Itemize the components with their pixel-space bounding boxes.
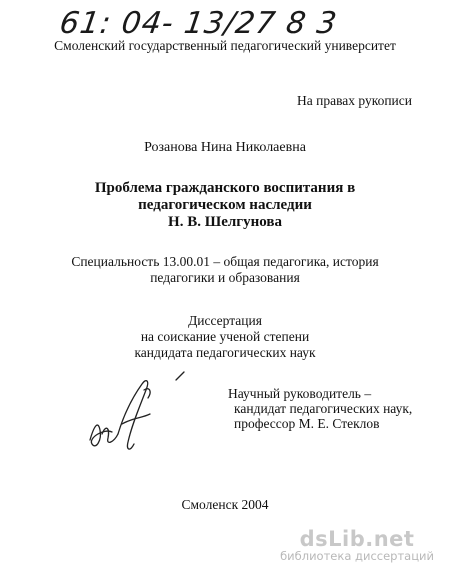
author-name: Розанова Нина Николаевна: [144, 140, 306, 155]
specialty-block: [0, 254, 450, 286]
handwritten-signature: [80, 368, 200, 463]
manuscript-rights-note: На правах рукописи: [296, 93, 412, 108]
degree-line-1: Диссертация: [188, 313, 262, 328]
dissertation-title: [0, 180, 450, 231]
specialty-line-1: Специальность 13.00.01 – общая педагогика, история: [71, 254, 379, 269]
degree-line-2: на соискание ученой степени: [140, 329, 310, 344]
scientific-supervisor: [228, 386, 412, 431]
degree-line-3: кандидата педагогических наук: [134, 345, 316, 360]
supervisor-line-3: профессор М. Е. Стеклов: [234, 416, 380, 431]
university-name: Смоленский государственный педагогический университет: [54, 38, 396, 53]
supervisor-line-1: Научный руководитель –: [228, 386, 372, 401]
title-line-1: Проблема гражданского воспитания в: [94, 180, 356, 196]
handwritten-registration-number: 61: 04- 13/27 8 3: [57, 6, 340, 41]
city-year: Смоленск 2004: [181, 497, 269, 512]
specialty-line-2: педагогики и образования: [150, 270, 300, 285]
watermark: [280, 528, 434, 563]
watermark-subtitle: библиотека диссертаций: [280, 549, 434, 563]
degree-block: [0, 313, 450, 361]
signature-graphic: [80, 368, 200, 458]
watermark-logo: dsLib.net: [299, 527, 415, 551]
supervisor-line-2: кандидат педагогических наук,: [234, 401, 413, 416]
title-line-3: Н. В. Шелгунова: [168, 214, 282, 230]
title-line-2: педагогическом наследии: [138, 197, 312, 213]
